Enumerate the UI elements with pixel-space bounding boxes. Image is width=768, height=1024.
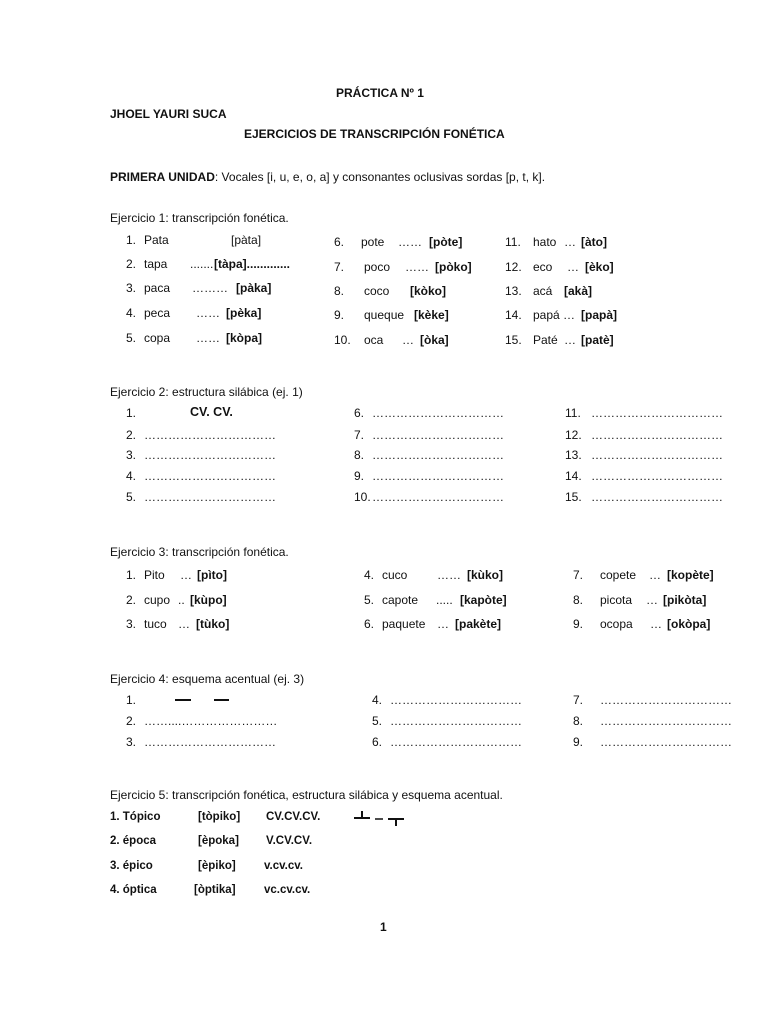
item-word: queque	[364, 308, 405, 322]
item-number: 4.	[126, 306, 137, 320]
item-word: acá	[533, 284, 553, 298]
item-dots: …	[563, 308, 575, 322]
answer-blank: ……....……………………	[144, 714, 278, 728]
item-ipa: [tùko]	[196, 617, 230, 631]
exercise-3-title: Ejercicio 3: transcripción fonética.	[110, 545, 289, 559]
item-number: 5.	[372, 714, 383, 728]
item-number: 1.	[126, 568, 137, 582]
answer-blank: ……………………………	[144, 735, 276, 749]
row-ipa: [tòpiko]	[198, 811, 241, 823]
item-ipa: [kòpa]	[226, 331, 262, 345]
item-ipa: [pòte]	[429, 235, 463, 249]
item-number: 13.	[505, 284, 522, 298]
item-number: 2.	[126, 257, 137, 271]
answer-blank: ……………………………	[600, 693, 732, 707]
item-word: picota	[600, 593, 633, 607]
item-number: 9.	[354, 469, 365, 483]
item-ipa: [èko]	[585, 260, 614, 274]
item-number: 6.	[354, 406, 365, 420]
unit-line	[110, 170, 545, 184]
item-number: 4.	[126, 469, 137, 483]
item-number: 6.	[364, 617, 375, 631]
item-number: 5.	[364, 593, 375, 607]
item-dots: .......	[190, 257, 214, 271]
item-dots: ……	[405, 260, 429, 274]
unit-label: PRIMERA UNIDAD	[110, 170, 215, 184]
item-dots: …	[564, 235, 576, 249]
row-word: 3. épico	[110, 860, 153, 872]
answer-blank: ……………………………	[372, 448, 504, 462]
item-ipa: [pakète]	[455, 617, 502, 631]
item-ipa: [pàta]	[231, 233, 262, 247]
item-ipa: [pèka]	[226, 306, 262, 320]
item-number: 2.	[126, 593, 137, 607]
item-number: 8.	[573, 593, 584, 607]
item-number: 15.	[505, 333, 522, 347]
exercise-5-title: Ejercicio 5: transcripción fonética, estructura silábica y esquema acentual.	[110, 788, 503, 802]
item-ipa: [pòko]	[435, 260, 472, 274]
item-word: coco	[364, 284, 390, 298]
answer-blank: ……………………………	[144, 490, 276, 504]
item-word: hato	[533, 235, 557, 249]
item-ipa: [kopète]	[667, 568, 714, 582]
answer-blank: ……………………………	[591, 428, 723, 442]
row-word: 4. óptica	[110, 884, 157, 896]
answer-blank: ……………………………	[591, 406, 723, 420]
item-ipa: [òka]	[420, 333, 449, 347]
item-number: 7.	[354, 428, 365, 442]
item-word: Paté	[533, 333, 558, 347]
document-subtitle: EJERCICIOS DE TRANSCRIPCIÓN FONÉTICA	[244, 127, 505, 141]
item-word: cuco	[382, 568, 408, 582]
item-word: ocopa	[600, 617, 633, 631]
answer-blank: ……………………………	[390, 735, 522, 749]
item-number: 7.	[573, 693, 584, 707]
item-dots: …	[178, 617, 190, 631]
item-dots: …	[649, 568, 661, 582]
item-word: paquete	[382, 617, 426, 631]
item-ipa: [papà]	[581, 308, 617, 322]
page-title: PRÁCTICA Nº 1	[336, 86, 424, 100]
item-dots: .....	[436, 593, 453, 607]
item-number: 14.	[505, 308, 522, 322]
item-ipa: [tàpa].............	[214, 257, 291, 271]
item-word: tapa	[144, 257, 168, 271]
item-word: tuco	[144, 617, 167, 631]
item-dots: …	[646, 593, 658, 607]
item-word: capote	[382, 593, 419, 607]
row-syllable: CV.CV.CV.	[266, 811, 321, 823]
item-number: 9.	[573, 735, 584, 749]
item-word: eco	[533, 260, 553, 274]
item-ipa: [kèke]	[414, 308, 449, 322]
stress-pattern-icon	[352, 810, 408, 828]
item-number: 11.	[565, 406, 581, 420]
item-word: oca	[364, 333, 384, 347]
answer-blank: ……………………………	[144, 428, 276, 442]
answer-blank: ……………………………	[600, 735, 732, 749]
item-number: 1.	[126, 693, 137, 707]
item-word: copa	[144, 331, 171, 345]
item-ipa: [pikòta]	[663, 593, 707, 607]
item-dots: …	[437, 617, 449, 631]
item-number: 12.	[565, 428, 582, 442]
answer-blank: ……………………………	[591, 490, 723, 504]
item-number: 14.	[565, 469, 582, 483]
row-syllable: vc.cv.cv.	[264, 884, 311, 896]
answer-blank: ……………………………	[372, 490, 504, 504]
item-dots: ……	[196, 331, 220, 345]
item-ipa: [kapòte]	[460, 593, 507, 607]
item-number: 10.	[354, 490, 371, 504]
item-ipa: [kòko]	[410, 284, 446, 298]
item-number: 12.	[505, 260, 522, 274]
item-number: 4.	[364, 568, 375, 582]
unit-text: : Vocales [i, u, e, o, a] y consonantes oclusivas sordas [p, t, k].	[214, 170, 546, 184]
item-number: 4.	[372, 693, 383, 707]
item-number: 3.	[126, 281, 137, 295]
item-word: Pata	[144, 233, 169, 247]
item-number: 11.	[505, 235, 521, 249]
answer-blank: ……………………………	[390, 714, 522, 728]
item-number: 7.	[334, 260, 345, 274]
item-dots: …	[402, 333, 414, 347]
row-syllable: V.CV.CV.	[266, 835, 313, 847]
item-number: 1.	[126, 406, 137, 420]
item-ipa: [àto]	[581, 235, 607, 249]
answer-blank: ……………………………	[144, 469, 276, 483]
item-number: 3.	[126, 448, 137, 462]
item-dots: …	[564, 333, 576, 347]
item-number: 10.	[334, 333, 351, 347]
page-number: 1	[380, 920, 387, 934]
item-ipa: [pìto]	[197, 568, 227, 582]
item-dots: …	[567, 260, 579, 274]
item-number: 6.	[334, 235, 345, 249]
row-ipa: [èpiko]	[198, 860, 236, 872]
item-number: 1.	[126, 233, 137, 247]
item-number: 9.	[573, 617, 584, 631]
answer-blank: ……………………………	[372, 469, 504, 483]
item-number: 5.	[126, 490, 137, 504]
item-ipa: [akà]	[564, 284, 593, 298]
item-word: cupo	[144, 593, 171, 607]
item-ipa: [okòpa]	[667, 617, 711, 631]
item-ipa: [kùko]	[467, 568, 503, 582]
item-number: 8.	[573, 714, 584, 728]
answer-blank: ……………………………	[144, 448, 276, 462]
item-word: copete	[600, 568, 637, 582]
item-word: Pito	[144, 568, 165, 582]
row-ipa: [èpoka]	[198, 835, 239, 847]
answer-blank: ……………………………	[591, 469, 723, 483]
item-dots: …	[180, 568, 192, 582]
exercise-4-title: Ejercicio 4: esquema acentual (ej. 3)	[110, 672, 305, 686]
item-dots: …	[650, 617, 662, 631]
stress-pattern-example	[174, 697, 230, 703]
item-number: 9.	[334, 308, 345, 322]
item-dots: ……	[437, 568, 461, 582]
answer-blank: ……………………………	[591, 448, 723, 462]
answer-blank: ……………………………	[600, 714, 732, 728]
item-ipa: [pàka]	[236, 281, 272, 295]
item-number: 13.	[565, 448, 582, 462]
item-number: 2.	[126, 428, 137, 442]
answer-blank: ……………………………	[372, 406, 504, 420]
item-word: poco	[364, 260, 391, 274]
item-number: 6.	[372, 735, 383, 749]
item-number: 8.	[334, 284, 345, 298]
answer-blank: ……………………………	[390, 693, 522, 707]
exercise-2-title: Ejercicio 2: estructura silábica (ej. 1)	[110, 385, 303, 399]
item-word: pote	[361, 235, 385, 249]
answer-example: CV. CV.	[190, 405, 233, 419]
item-dots: ……	[196, 306, 220, 320]
item-ipa: [kùpo]	[190, 593, 227, 607]
row-word: 2. época	[110, 835, 157, 847]
row-ipa: [òptika]	[194, 884, 236, 896]
item-word: paca	[144, 281, 171, 295]
item-dots: ..	[178, 593, 185, 607]
item-word: peca	[144, 306, 171, 320]
item-ipa: [patè]	[581, 333, 614, 347]
item-number: 2.	[126, 714, 137, 728]
item-number: 15.	[565, 490, 582, 504]
row-syllable: v.cv.cv.	[264, 860, 304, 872]
item-dots: ………	[192, 281, 228, 295]
item-number: 8.	[354, 448, 365, 462]
answer-blank: ……………………………	[372, 428, 504, 442]
row-word: 1. Tópico	[110, 811, 161, 823]
item-number: 3.	[126, 735, 137, 749]
item-word: papá	[533, 308, 560, 322]
item-number: 3.	[126, 617, 137, 631]
item-number: 7.	[573, 568, 584, 582]
item-number: 5.	[126, 331, 137, 345]
author-name: JHOEL YAURI SUCA	[110, 107, 227, 121]
item-dots: ……	[398, 235, 422, 249]
exercise-1-title: Ejercicio 1: transcripción fonética.	[110, 211, 289, 225]
